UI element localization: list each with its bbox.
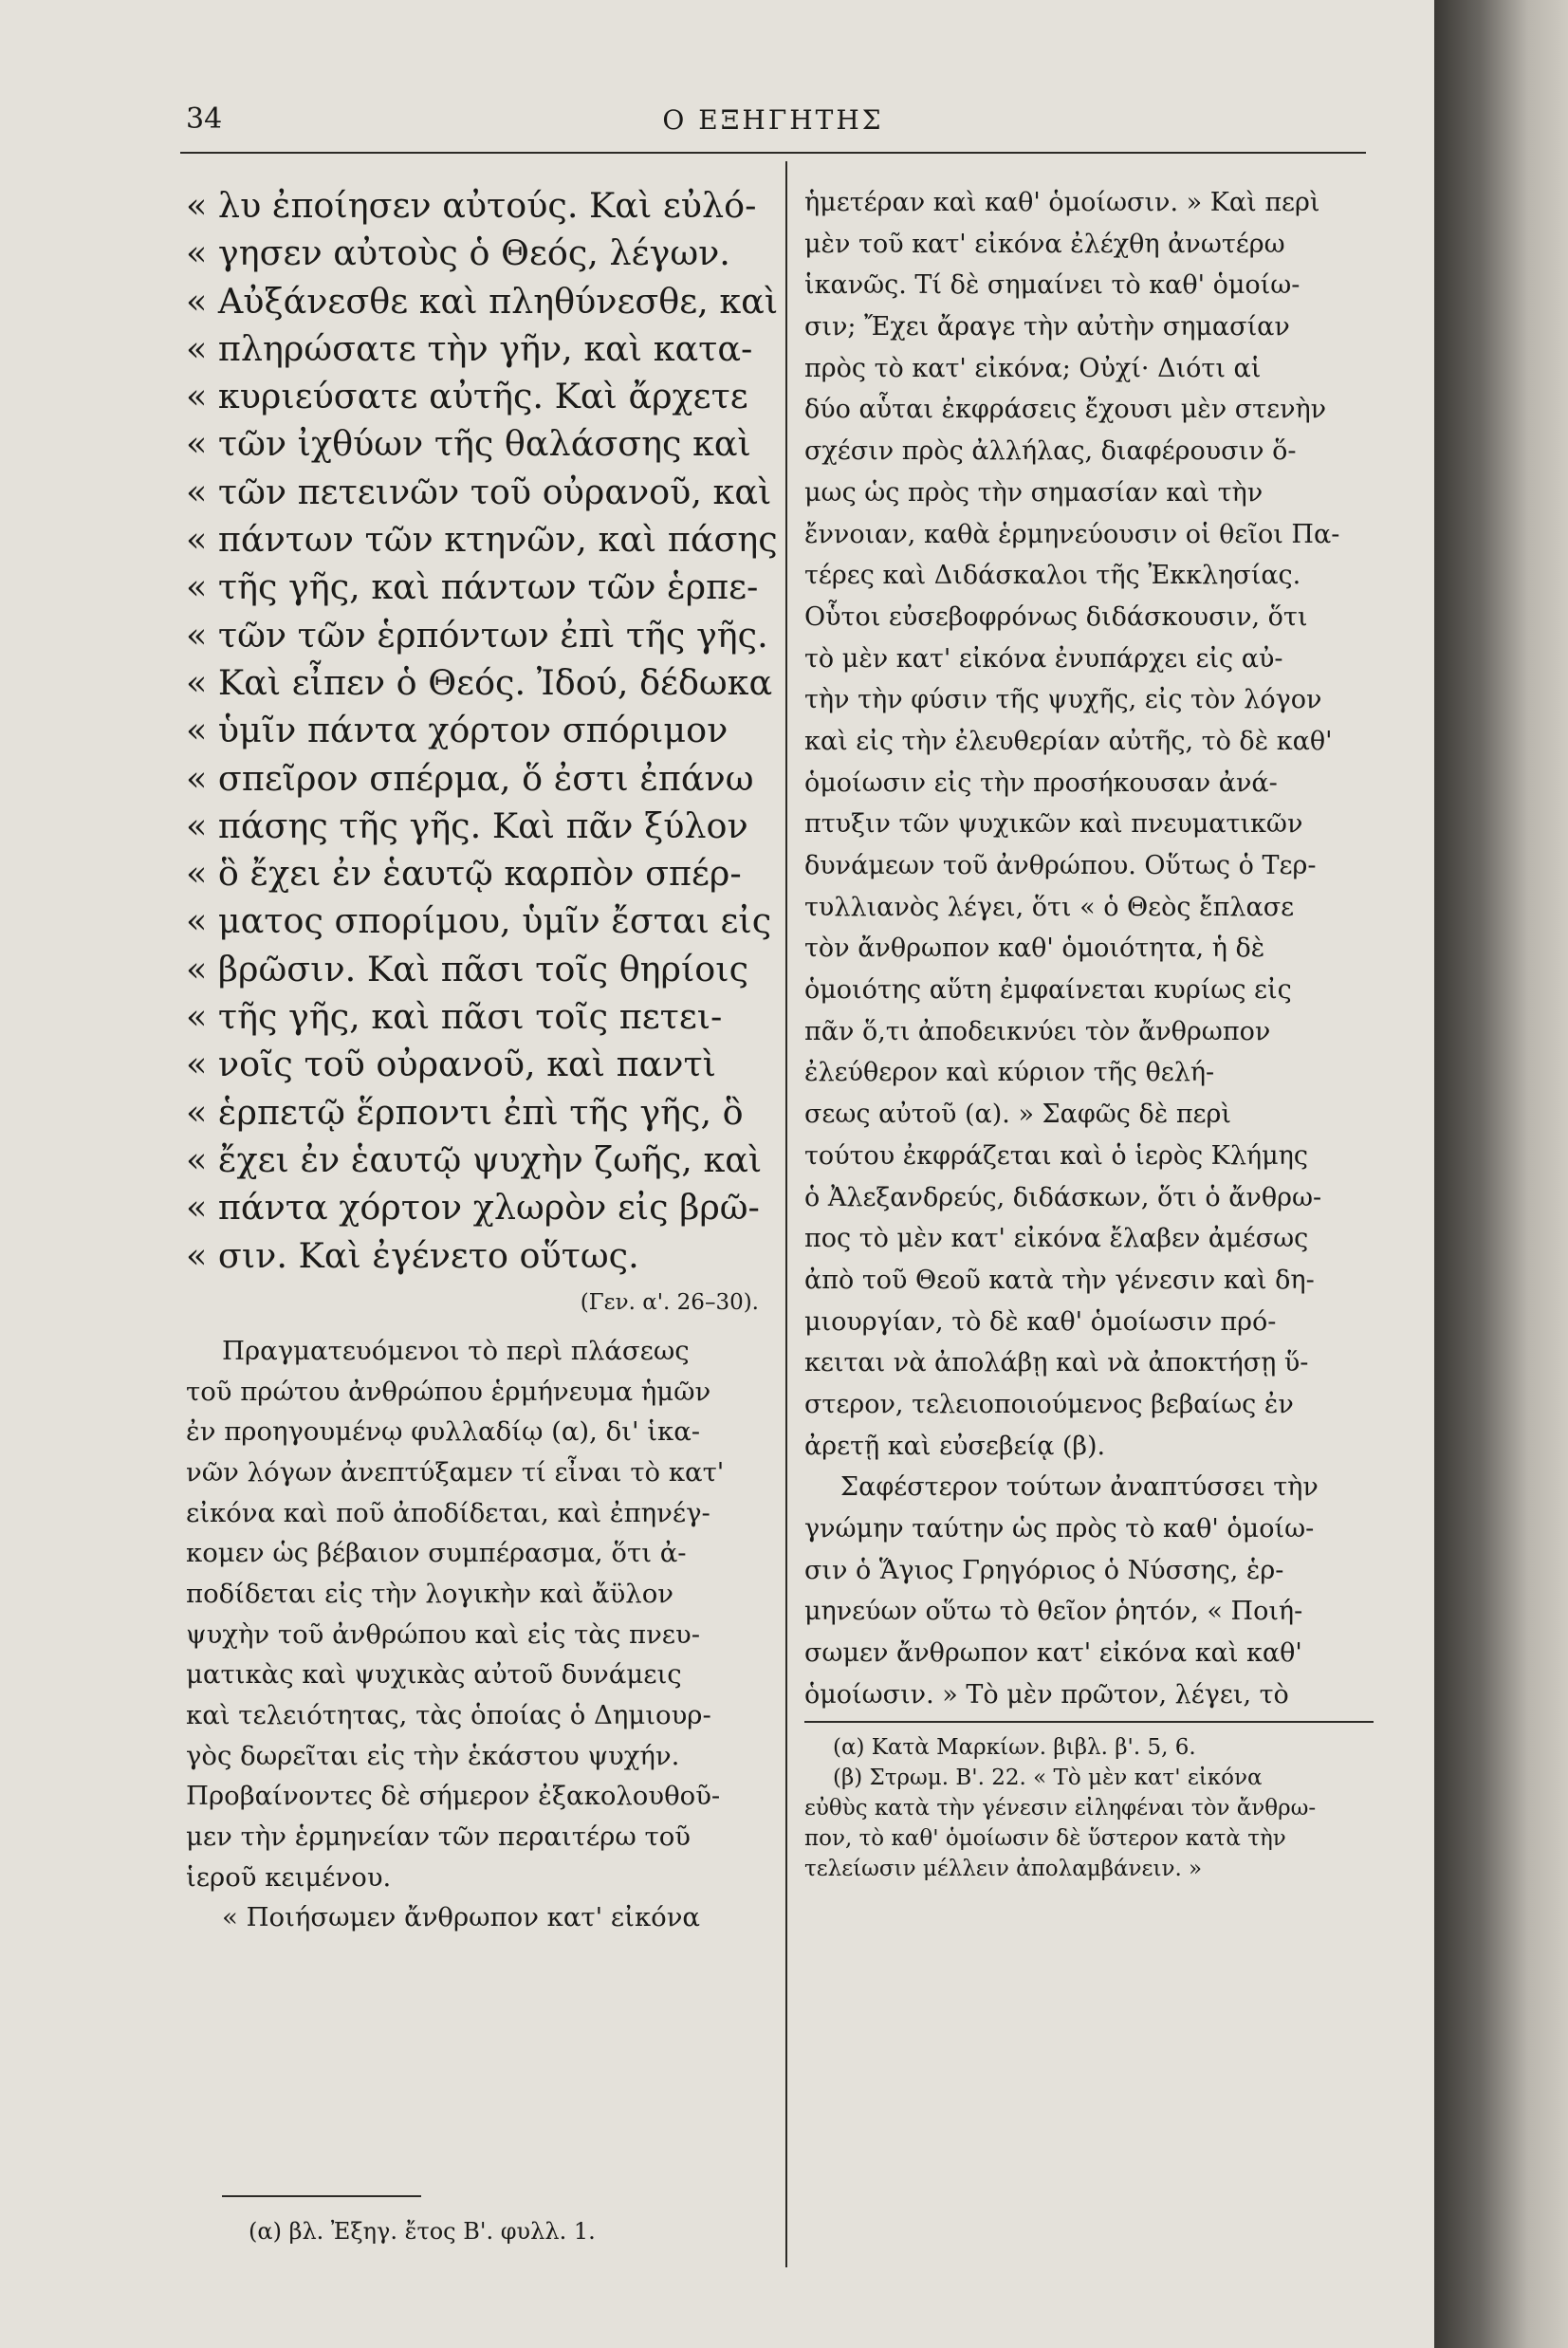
right-column (804, 182, 1374, 1884)
text-line: δυνάμεων τοῦ ἀνθρώπου. Οὕτως ὁ Τερ- (804, 851, 1317, 880)
verse-line: « λυ ἐποίησεν αὐτούς. Καὶ εὐλό- (186, 185, 757, 226)
text-line: σιν ὁ Ἅγιος Γρηγόριος ὁ Νύσσης, ἑρ- (804, 1555, 1284, 1585)
text-line: ποδίδεται εἰς τὴν λογικὴν καὶ ἄϋλον (186, 1578, 674, 1609)
header-rule (180, 152, 1366, 154)
text-line: μως ὡς πρὸς τὴν σημασίαν καὶ τὴν (804, 477, 1264, 508)
verse-line: « ὑμῖν πάντα χόρτον σπόριμον (186, 710, 729, 751)
text-line: ἀπὸ τοῦ Θεοῦ κατὰ τὴν γένεσιν καὶ δη- (804, 1265, 1315, 1295)
text-line: εἰκόνα καὶ ποῦ ἀποδίδεται, καὶ ἐπηνέγ- (186, 1497, 710, 1528)
verse-line: « ματος σπορίμου, ὑμῖν ἔσται εἰς (186, 900, 772, 942)
text-line: σωμεν ἄνθρωπον κατ' εἰκόνα καὶ καθ' (804, 1638, 1302, 1669)
text-line: γνώμην ταύτην ὡς πρὸς τὸ καθ' ὁμοίω- (804, 1514, 1315, 1544)
verse-line: « ἑρπετῷ ἕρποντι ἐπὶ τῆς γῆς, ὃ (186, 1091, 744, 1133)
verse-line: « πάντων τῶν κτηνῶν, καὶ πάσης (186, 519, 778, 561)
verse-line: « ὃ ἔχει ἐν ἑαυτῷ καρπὸν σπέρ- (186, 853, 742, 895)
text-line: ὁμοιότης αὕτη ἐμφαίνεται κυρίως εἰς (804, 975, 1292, 1006)
text-line: ὁ Ἀλεξανδρεύς, διδάσκων, ὅτι ὁ ἄνθρω- (804, 1182, 1322, 1212)
text-line: ἀρετῇ καὶ εὐσεβείᾳ (β). (804, 1431, 1106, 1461)
text-line: σχέσιν πρὸς ἀλλήλας, διαφέρουσιν ὅ- (804, 436, 1297, 467)
text-line: ἱεροῦ κειμένου. (186, 1861, 392, 1893)
verse-line: « τῆς γῆς, καὶ πάντων τῶν ἑρπε- (186, 566, 759, 608)
text-line: Σαφέστερον τούτων ἀναπτύσσει τὴν (840, 1472, 1319, 1503)
text-line: τυλλιανὸς λέγει, ὅτι « ὁ Θεὸς ἔπλασε (804, 892, 1295, 922)
left-column (186, 182, 779, 1938)
text-line: πᾶν ὅ,τι ἀποδεικνύει τὸν ἄνθρωπον (804, 1016, 1271, 1046)
page-number: 34 (186, 102, 223, 136)
text-line: Οὗτοι εὐσεβοφρόνως διδάσκουσιν, ὅτι (804, 601, 1308, 632)
verse-line: « γησεν αὐτοὺς ὁ Θεός, λέγων. (186, 232, 730, 274)
right-footnote-rule (804, 1721, 1374, 1723)
text-line: ψυχὴν τοῦ ἀνθρώπου καὶ εἰς τὰς πνευ- (186, 1618, 701, 1650)
text-line: ματικὰς καὶ ψυχικὰς αὐτοῦ δυνάμεις (186, 1659, 682, 1691)
text-line: ὁμοίωσιν εἰς τὴν προσήκουσαν ἀνά- (804, 767, 1278, 798)
left-footnote: (α) βλ. Ἐξηγ. ἔτος Β'. φυλλ. 1. (249, 2218, 596, 2245)
text-line: ἔννοιαν, καθὰ ἑρμηνεύουσιν οἱ θεῖοι Πα- (804, 519, 1340, 549)
text-line: κειται νὰ ἀπολάβῃ καὶ νὰ ἀποκτήσῃ ὕ- (804, 1348, 1309, 1378)
text-line: καὶ τελειότητας, τὰς ὁποίας ὁ Δημιουρ- (186, 1700, 711, 1731)
text-line: ἐλεύθερον καὶ κύριον τῆς θελή- (804, 1058, 1215, 1088)
book-gutter-shadow (1434, 0, 1568, 2348)
verse-line: « πάσης τῆς γῆς. Καὶ πᾶν ξύλον (186, 804, 748, 846)
commentary-paragraph (186, 1331, 776, 1898)
verse-line: « βρῶσιν. Καὶ πᾶσι τοῖς θηρίοις (186, 948, 749, 989)
text-line: πος τὸ μὲν κατ' εἰκόνα ἔλαβεν ἀμέσως (804, 1224, 1309, 1254)
verse-line: « σπεῖρον σπέρμα, ὅ ἐστι ἐπάνω (186, 757, 754, 799)
verse-line: « τῶν πετεινῶν τοῦ οὐρανοῦ, καὶ (186, 471, 772, 512)
text-line: μὲν τοῦ κατ' εἰκόνα ἐλέχθη ἀνωτέρω (804, 229, 1285, 259)
text-line: τὴν τὴν φύσιν τῆς ψυχῆς, εἰς τὸν λόγον (804, 685, 1322, 715)
column-divider (785, 161, 787, 2267)
footnote-line: (β) Στρωμ. Β'. 22. « Τὸ μὲν κατ' εἰκόνα (833, 1766, 1263, 1791)
text-line: μηνεύων οὕτω τὸ θεῖον ῥητόν, « Ποιή- (804, 1597, 1303, 1627)
text-line: τούτου ἐκφράζεται καὶ ὁ ἱερὸς Κλήμης (804, 1140, 1308, 1171)
text-line: κομεν ὡς βέβαιον συμπέρασμα, ὅτι ἀ- (186, 1538, 687, 1569)
text-line: καὶ εἰς τὴν ἐλευθερίαν αὐτῆς, τὸ δὲ καθ' (804, 726, 1333, 756)
text-line: ἐν προηγουμένῳ φυλλαδίῳ (α), δι' ἱκα- (186, 1416, 701, 1448)
verse-line: « σιν. Καὶ ἐγένετο οὕτως. (186, 1234, 639, 1276)
text-line: Προβαίνοντες δὲ σήμερον ἐξακολουθοῦ- (186, 1781, 721, 1812)
verse-line: « νοῖς τοῦ οὐρανοῦ, καὶ παντὶ (186, 1044, 716, 1085)
text-line: μιουργίαν, τὸ δὲ καθ' ὁμοίωσιν πρό- (804, 1306, 1277, 1337)
verse-line: « ἔχει ἐν ἑαυτῷ ψυχὴν ζωῆς, καὶ (186, 1138, 763, 1180)
scripture-verse-block (186, 182, 779, 1280)
text-line: μεν τὴν ἑρμηνείαν τῶν περαιτέρω τοῦ (186, 1821, 691, 1853)
page-header (180, 102, 1366, 150)
text-line: τοῦ πρώτου ἀνθρώπου ἑρμήνευμα ἡμῶν (186, 1376, 711, 1407)
text-line: τὸ μὲν κατ' εἰκόνα ἐνυπάρχει εἰς αὐ- (804, 643, 1283, 674)
left-footnote-rule (222, 2195, 421, 2197)
verse-line: « τῶν ἰχθύων τῆς θαλάσσης καὶ (186, 423, 751, 465)
verse-line: « Αὐξάνεσθε καὶ πληθύνεσθε, καὶ (186, 280, 779, 322)
right-footnotes (804, 1732, 1374, 1884)
text-line: τὸν ἄνθρωπον καθ' ὁμοιότητα, ἡ δὲ (804, 934, 1265, 964)
text-line: νῶν λόγων ἀνεπτύξαμεν τί εἶναι τὸ κατ' (186, 1456, 725, 1488)
footnote-line: τελείωσιν μέλλειν ἀπολαμβάνειν. » (804, 1857, 1203, 1882)
verse-line: « πάντα χόρτον χλωρὸν εἰς βρῶ- (186, 1187, 760, 1229)
verse-line: « κυριεύσατε αὐτῆς. Καὶ ἄρχετε (186, 376, 748, 417)
verse-line: « πληρώσατε τὴν γῆν, καὶ κατα- (186, 327, 753, 369)
verse-line: « τῆς γῆς, καὶ πᾶσι τοῖς πετει- (186, 996, 723, 1038)
text-line: ὁμοίωσιν. » Τὸ μὲν πρῶτον, λέγει, τὸ (804, 1679, 1289, 1710)
footnote-line: εὐθὺς κατὰ τὴν γένεσιν εἰληφέναι τὸν ἄνθρω- (804, 1796, 1317, 1821)
text-line: Πραγματευόμενοι τὸ περὶ πλάσεως (222, 1335, 690, 1366)
text-line: γὸς δωρεῖται εἰς τὴν ἑκάστου ψυχήν. (186, 1740, 680, 1771)
text-line: πτυξιν τῶν ψυχικῶν καὶ πνευματικῶν (804, 809, 1303, 840)
text-line: στερον, τελειοποιούμενος βεβαίως ἐν (804, 1389, 1294, 1419)
text-line: τέρες καὶ Διδάσκαλοι τῆς Ἐκκλησίας. (804, 561, 1301, 591)
footnote-line: (α) Κατὰ Μαρκίων. βιβλ. β'. 5, 6. (833, 1735, 1196, 1761)
quote-line: « Ποιήσωμεν ἄνθρωπον κατ' εἰκόνα (222, 1902, 700, 1933)
journal-title: Ο ΕΞΗΓΗΤΗΣ (662, 104, 884, 136)
right-commentary (804, 182, 1374, 1715)
text-line: πρὸς τὸ κατ' εἰκόνα; Οὐχί· Διότι αἱ (804, 353, 1262, 383)
verse-line: « Καὶ εἶπεν ὁ Θεός. Ἰδού, δέδωκα (186, 661, 773, 703)
text-line: ἱκανῶς. Τί δὲ σημαίνει τὸ καθ' ὁμοίω- (804, 270, 1301, 301)
scripture-citation: (Γεν. α'. 26–30). (580, 1289, 759, 1315)
text-line: δύο αὗται ἐκφράσεις ἔχουσι μὲν στενὴν (804, 395, 1327, 425)
text-line: ἡμετέραν καὶ καθ' ὁμοίωσιν. » Καὶ περὶ (804, 188, 1320, 217)
text-line: σιν; Ἔχει ἄραγε τὴν αὐτὴν σημασίαν (804, 312, 1290, 342)
footnote-line: πον, τὸ καθ' ὁμοίωσιν δὲ ὕστερον κατὰ τὴν (804, 1826, 1286, 1852)
verse-line: « τῶν τῶν ἑρπόντων ἐπὶ τῆς γῆς. (186, 614, 768, 656)
text-line: σεως αὐτοῦ (α). » Σαφῶς δὲ περὶ (804, 1100, 1232, 1130)
